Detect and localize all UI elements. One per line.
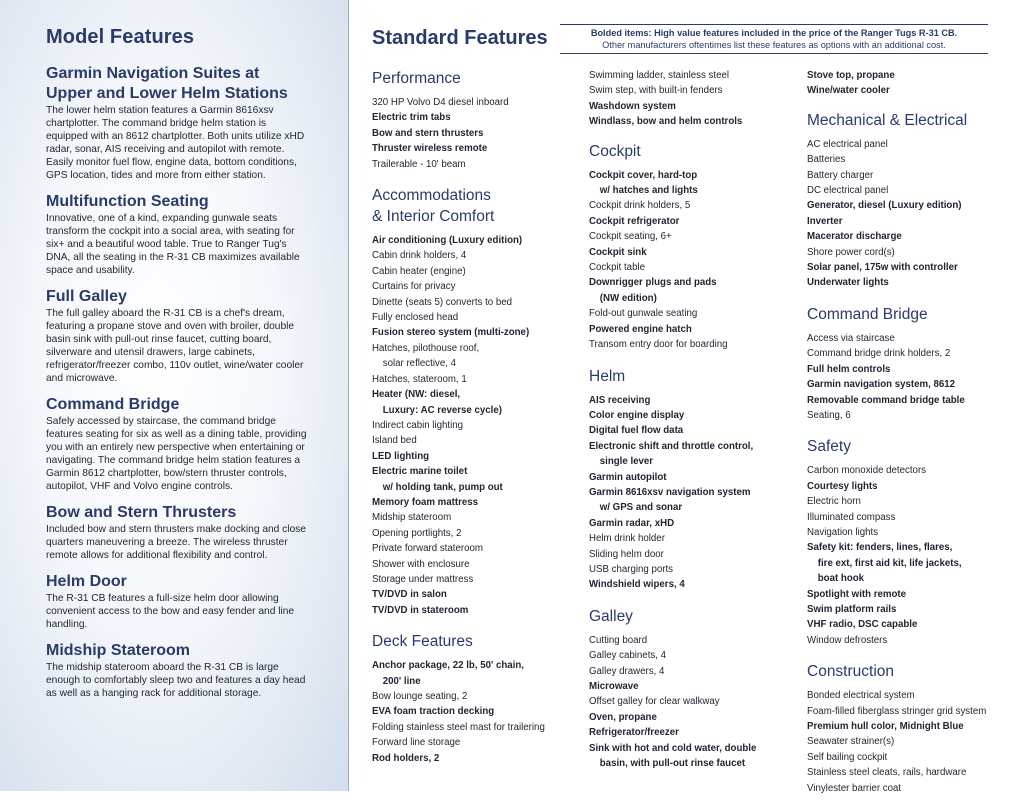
feature-section-title: Cockpit bbox=[589, 142, 641, 160]
model-section-body: The midship stateroom aboard the R-31 CB is large enough to comfortably sleep two and features a day head as well as a hanging rack for additional storage. bbox=[46, 662, 306, 699]
feature-item: Bow lounge seating, 2 bbox=[372, 691, 468, 702]
feature-item: Garmin navigation system, 8612 bbox=[807, 379, 956, 391]
standard-features-heading: Standard Features bbox=[372, 27, 548, 49]
feature-section-title: Performance bbox=[372, 70, 461, 87]
model-features-content bbox=[46, 26, 308, 710]
feature-item: Opening portlights, 2 bbox=[372, 527, 462, 539]
feature-item: Curtains for privacy bbox=[372, 281, 456, 293]
model-section-title: Helm Door bbox=[46, 573, 127, 590]
model-section-command-bridge bbox=[46, 395, 308, 493]
feature-item: Private forward stateroom bbox=[372, 543, 483, 555]
feature-item: Folding stainless steel mast for trailering bbox=[372, 721, 545, 733]
feature-item: Cockpit sink bbox=[589, 246, 647, 258]
model-section-title: Midship Stateroom bbox=[46, 642, 191, 659]
feature-section-continued bbox=[807, 68, 1019, 99]
model-section-title: Garmin Navigation Suites at Upper and Lower Helm Stations bbox=[46, 65, 288, 102]
feature-item: LED lighting bbox=[372, 450, 430, 462]
model-section-body: The R-31 CB features a full-size helm door allowing convenient access to the bow and easy fender and line handling. bbox=[46, 593, 295, 630]
feature-item: Wine/water cooler bbox=[807, 85, 890, 97]
feature-section-cockpit bbox=[589, 141, 801, 353]
feature-list bbox=[807, 331, 1019, 423]
feature-item: EVA foam traction decking bbox=[372, 706, 495, 718]
model-section-helm-door bbox=[46, 572, 308, 631]
feature-list bbox=[807, 463, 1019, 648]
feature-item: Windshield wipers, 4 bbox=[589, 579, 685, 591]
feature-item: Swimming ladder, stainless steel bbox=[589, 70, 729, 81]
feature-list bbox=[589, 633, 801, 772]
feature-item: Removable command bridge table bbox=[807, 394, 965, 406]
feature-item: Transom entry door for boarding bbox=[589, 339, 728, 351]
feature-section-title: Safety bbox=[807, 438, 851, 456]
feature-item: Cockpit seating, 6+ bbox=[589, 231, 672, 243]
feature-item: Fusion stereo system (multi-zone) bbox=[372, 327, 530, 339]
feature-item: Digital fuel flow data bbox=[589, 425, 684, 437]
feature-item: Premium hull color, Midnight Blue bbox=[807, 721, 964, 732]
feature-section-title: Galley bbox=[589, 607, 633, 625]
feature-item: Swim platform rails bbox=[807, 603, 897, 615]
feature-item: Bonded electrical system bbox=[807, 690, 915, 702]
feature-item: Cabin heater (engine) bbox=[372, 265, 466, 277]
feature-item: Battery charger bbox=[807, 169, 874, 181]
feature-item: Electric horn bbox=[807, 496, 861, 508]
model-section-bow-and-stern-thrusters bbox=[46, 503, 308, 562]
feature-item: Safety kit: fenders, lines, flares, fire ext, first aid kit, life jackets, boat hook bbox=[807, 542, 962, 585]
feature-section-mechanical-and-electrical bbox=[807, 110, 1019, 291]
feature-item: Storage under mattress bbox=[372, 573, 474, 585]
feature-item: Swim step, with built-in fenders bbox=[589, 85, 723, 97]
features-column-3 bbox=[807, 68, 1019, 809]
feature-list bbox=[589, 68, 801, 130]
feature-item: Midship stateroom bbox=[372, 512, 452, 524]
model-section-title: Bow and Stern Thrusters bbox=[46, 504, 237, 521]
feature-list bbox=[372, 658, 572, 766]
model-section-body: Included bow and stern thrusters make docking and close quarters maneuvering a breeze. The wireless thruster remote allows for additional flexibility and control. bbox=[46, 524, 306, 561]
feature-item: Heater (NW: diesel, Luxury: AC reverse cycle) bbox=[372, 389, 502, 416]
feature-item: Command bridge drink holders, 2 bbox=[807, 348, 951, 360]
feature-item: Vinylester barrier coat bbox=[807, 782, 902, 794]
feature-item: USB charging ports bbox=[589, 563, 673, 575]
feature-section-title: Construction bbox=[807, 663, 895, 681]
model-section-garmin-navigation-suites-at-upper-and-lower-helm-stations bbox=[46, 64, 308, 182]
feature-section-helm bbox=[589, 366, 801, 593]
feature-item: Powered engine hatch bbox=[589, 323, 692, 335]
feature-item: Cockpit refrigerator bbox=[589, 215, 680, 227]
feature-item: Illuminated compass bbox=[807, 511, 896, 523]
model-features-heading: Model Features bbox=[46, 26, 195, 48]
feature-item: Color engine display bbox=[589, 409, 685, 421]
model-section-body: The full galley aboard the R-31 CB is a chef's dream, featuring a propane stove and oven with broiler, double basin sink with pull-out rinse faucet, cutting board, silverware and utensil drawers, large cabinets, refrigerator/freezer combo, 110v outlet, wine/water cooler and microwave. bbox=[46, 308, 304, 384]
feature-item: Indirect cabin lighting bbox=[372, 419, 464, 431]
model-section-body: Innovative, one of a kind, expanding gunwale seats transform the cockpit into a social area, with seating for six+ and a beautiful wood table. True to Ranger Tug's DNA, all the seating in the R-31 CB maximizes available space and usability. bbox=[46, 213, 300, 276]
feature-item: Sliding helm door bbox=[589, 548, 664, 560]
model-section-body: The lower helm station features a Garmin 8616xsv chartplotter. The command bridge helm station is equipped with an 8612 chartplotter. Both units utilize xHD radar, sonar, AIS receiving and autopilot with remote. Easily monitor fuel flow, engine data, bottom conditions, GPS location, tides and more from either station. bbox=[46, 105, 305, 181]
features-column-2 bbox=[589, 68, 801, 784]
feature-list bbox=[807, 137, 1019, 291]
note-line-2: Other manufacturers oftentimes list these features as options with an additional cost. bbox=[602, 40, 946, 50]
feature-item: Stove top, propane bbox=[807, 70, 895, 81]
feature-item: Offset galley for clear walkway bbox=[589, 696, 720, 708]
feature-item: Navigation lights bbox=[807, 526, 879, 538]
feature-item: Downrigger plugs and pads (NW edition) bbox=[589, 277, 717, 304]
feature-item: Carbon monoxide detectors bbox=[807, 465, 927, 477]
feature-item: Cockpit table bbox=[589, 262, 646, 274]
feature-section-construction bbox=[807, 661, 1019, 796]
feature-item: Bow and stern thrusters bbox=[372, 127, 484, 139]
feature-item: Fully enclosed head bbox=[372, 312, 459, 324]
feature-item: Cabin drink holders, 4 bbox=[372, 250, 467, 262]
feature-item: Seating, 6 bbox=[807, 409, 851, 421]
note-line-1: Bolded items: High value features included in the price of the Ranger Tugs R-31 CB. bbox=[590, 28, 958, 38]
feature-section-title: Deck Features bbox=[372, 633, 473, 651]
feature-item: Solar panel, 175w with controller bbox=[807, 262, 958, 274]
feature-item: Courtesy lights bbox=[807, 480, 878, 492]
feature-item: Garmin radar, xHD bbox=[589, 517, 675, 529]
feature-item: Electric trim tabs bbox=[372, 112, 451, 124]
feature-item: Fold-out gunwale seating bbox=[589, 308, 698, 320]
feature-list bbox=[372, 95, 572, 172]
feature-item: VHF radio, DSC capable bbox=[807, 619, 918, 631]
feature-item: Shore power cord(s) bbox=[807, 246, 895, 258]
feature-item: Dinette (seats 5) converts to bed bbox=[372, 296, 513, 308]
feature-list bbox=[372, 233, 572, 618]
feature-item: Garmin autopilot bbox=[589, 471, 667, 483]
feature-section-galley bbox=[589, 606, 801, 772]
feature-item: Microwave bbox=[589, 681, 639, 692]
feature-item: Hatches, stateroom, 1 bbox=[372, 373, 467, 385]
feature-item: Refrigerator/freezer bbox=[589, 727, 679, 739]
feature-item: Window defrosters bbox=[807, 634, 888, 646]
feature-item: Washdown system bbox=[589, 100, 676, 112]
feature-list bbox=[589, 168, 801, 353]
feature-item: Cockpit cover, hard-top w/ hatches and lights bbox=[589, 169, 698, 197]
model-section-midship-stateroom bbox=[46, 641, 308, 700]
feature-item: Galley drawers, 4 bbox=[589, 665, 665, 677]
feature-section-continued bbox=[589, 68, 801, 130]
feature-section-accommodations-and-interior-comfort bbox=[372, 185, 572, 618]
feature-item: Electronic shift and throttle control, single lever bbox=[589, 440, 754, 468]
feature-item: Underwater lights bbox=[807, 277, 889, 289]
feature-item: Self bailing cockpit bbox=[807, 751, 888, 763]
feature-item: Memory foam mattress bbox=[372, 496, 479, 508]
feature-section-title: Command Bridge bbox=[807, 305, 928, 323]
feature-section-safety bbox=[807, 436, 1019, 648]
model-features-panel bbox=[0, 0, 349, 791]
feature-item: TV/DVD in salon bbox=[372, 589, 447, 601]
feature-item: Island bed bbox=[372, 435, 417, 447]
feature-item: Stainless steel cleats, rails, hardware bbox=[807, 767, 967, 779]
feature-item: Forward line storage bbox=[372, 737, 461, 749]
feature-item: Hatches, pilothouse roof, solar reflective, 4 bbox=[372, 342, 480, 370]
feature-section-performance bbox=[372, 68, 572, 172]
feature-item: AIS receiving bbox=[589, 394, 651, 406]
features-column-1 bbox=[372, 68, 572, 779]
feature-list bbox=[807, 68, 1019, 99]
feature-item: Access via staircase bbox=[807, 332, 895, 344]
model-section-body: Safely accessed by staircase, the command bridge features seating for six as well as a dining table, providing you with an entirely new perspective when entertaining or navigating. The command bridge helm station features a Garmin 8612 chartplotter, bow/stern thruster controls, autopilot, VHF and Volvo engine controls. bbox=[46, 416, 307, 492]
feature-item: Sink with hot and cold water, double basin, with pull-out rinse faucet bbox=[589, 742, 757, 770]
feature-item: Macerator discharge bbox=[807, 231, 902, 243]
feature-item: Spotlight with remote bbox=[807, 588, 907, 600]
feature-item: Generator, diesel (Luxury edition) bbox=[807, 200, 962, 212]
model-sections bbox=[46, 64, 308, 700]
bold-items-note bbox=[560, 24, 988, 54]
feature-item: DC electrical panel bbox=[807, 185, 889, 197]
feature-section-title: Accommodations & Interior Comfort bbox=[372, 187, 495, 226]
feature-item: Inverter bbox=[807, 215, 843, 227]
model-section-multifunction-seating bbox=[46, 192, 308, 277]
model-section-title: Full Galley bbox=[46, 288, 127, 305]
feature-item: Full helm controls bbox=[807, 363, 891, 375]
feature-item: Trailerable - 10' beam bbox=[372, 158, 466, 170]
model-section-title: Command Bridge bbox=[46, 396, 180, 413]
feature-item: Rod holders, 2 bbox=[372, 752, 440, 764]
feature-section-title: Mechanical & Electrical bbox=[807, 111, 968, 129]
feature-section-deck-features bbox=[372, 631, 572, 766]
feature-item: Galley cabinets, 4 bbox=[589, 650, 667, 662]
model-section-title: Multifunction Seating bbox=[46, 193, 209, 210]
feature-item: Thruster wireless remote bbox=[372, 143, 488, 155]
feature-item: Windlass, bow and helm controls bbox=[589, 116, 743, 128]
feature-item: 320 HP Volvo D4 diesel inboard bbox=[372, 97, 509, 108]
feature-item: Electric marine toilet w/ holding tank, pump out bbox=[372, 466, 503, 493]
feature-item: Shower with enclosure bbox=[372, 558, 470, 570]
feature-list bbox=[807, 688, 1019, 796]
feature-list bbox=[589, 393, 801, 593]
feature-item: Anchor package, 22 lb, 50' chain, 200' line bbox=[372, 660, 524, 687]
feature-item: Seawater strainer(s) bbox=[807, 736, 895, 748]
feature-item: Cockpit drink holders, 5 bbox=[589, 200, 691, 212]
feature-item: Batteries bbox=[807, 154, 846, 166]
feature-item: Garmin 8616xsv navigation system w/ GPS and sonar bbox=[589, 486, 751, 514]
model-section-full-galley bbox=[46, 287, 308, 385]
feature-item: TV/DVD in stateroom bbox=[372, 604, 469, 616]
feature-section-command-bridge bbox=[807, 304, 1019, 423]
feature-section-title: Helm bbox=[589, 367, 626, 385]
feature-item: Cutting board bbox=[589, 634, 648, 646]
feature-item: Foam-filled fiberglass stringer grid system bbox=[807, 705, 987, 717]
feature-item: Helm drink holder bbox=[589, 533, 665, 545]
feature-item: AC electrical panel bbox=[807, 138, 888, 150]
feature-item: Oven, propane bbox=[589, 711, 657, 723]
feature-item: Air conditioning (Luxury edition) bbox=[372, 235, 523, 247]
